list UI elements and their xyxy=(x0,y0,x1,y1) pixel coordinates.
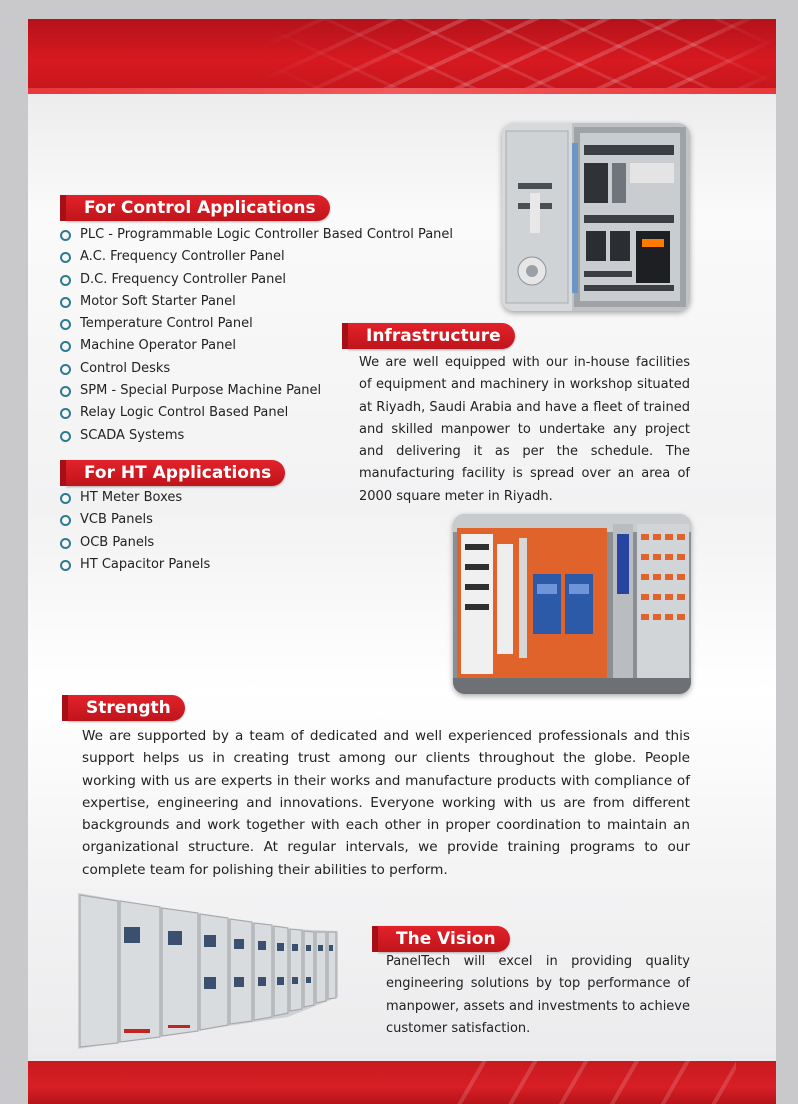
list-item-label: VCB Panels xyxy=(80,512,153,528)
ht-applications-list xyxy=(60,487,210,576)
control-panel-photo xyxy=(502,123,690,311)
list-item-label: Relay Logic Control Based Panel xyxy=(80,405,289,421)
list-item-label: PLC - Programmable Logic Controller Based Control Panel xyxy=(80,227,454,242)
list-item-label: SCADA Systems xyxy=(80,427,185,443)
circle-bullet-icon xyxy=(60,341,71,352)
circle-bullet-icon xyxy=(60,364,71,375)
list-item-label: SPM - Special Purpose Machine Panel xyxy=(80,383,322,399)
circle-bullet-icon xyxy=(60,408,71,419)
infrastructure-text: We are well equipped with our in-house facilities of equipment and machinery in workshop situated at Riyadh, Saudi Arabia and have a fleet of trained and skilled manpower to undertake any project and delivering it as per the schedule. The manufacturing facility is spread over an area of 2000 square meter in Riyadh. xyxy=(359,355,690,504)
list-item xyxy=(60,532,210,554)
ht-applications-heading: For HT Applications xyxy=(66,460,285,486)
banner-line-pattern xyxy=(256,19,776,94)
circle-bullet-icon xyxy=(60,319,71,330)
list-item-label: Temperature Control Panel xyxy=(80,316,253,332)
list-item xyxy=(60,291,453,313)
list-item-label: A.C. Frequency Controller Panel xyxy=(80,249,285,265)
strength-text: We are supported by a team of dedicated and well experienced professionals and this support helps us in creating trust among our clients throughout the globe. People working with us are experts in their works and manufacture products with compliance of expertise, engineering and innovations. Everyone working with us are from different backgrounds and work together with each other in proper coordination to maintain an organizational structure. At regular intervals, we provide training programs to our complete team for polishing their abilities to perform. xyxy=(82,728,690,878)
list-item-label: D.C. Frequency Controller Panel xyxy=(80,271,286,287)
switchgear-cabinets-photo xyxy=(78,879,338,1049)
list-item-label: OCB Panels xyxy=(80,534,155,550)
circle-bullet-icon xyxy=(60,386,71,397)
list-item xyxy=(60,246,453,268)
list-item xyxy=(60,224,453,246)
list-item xyxy=(60,269,453,291)
bottom-red-banner xyxy=(28,1061,776,1104)
list-item-label: Machine Operator Panel xyxy=(80,338,236,354)
banner-line-pattern xyxy=(436,1061,736,1104)
list-item-label: HT Meter Boxes xyxy=(80,490,183,505)
vision-heading: The Vision xyxy=(378,926,510,952)
brochure-page xyxy=(28,19,776,1104)
list-item xyxy=(60,487,210,509)
circle-bullet-icon xyxy=(60,515,71,526)
circle-bullet-icon xyxy=(60,297,71,308)
vision-text: PanelTech will excel in providing quality engineering solutions by top performance of manpower, assets and investments to achieve customer satisfaction. xyxy=(386,954,690,1036)
circle-bullet-icon xyxy=(60,431,71,442)
circle-bullet-icon xyxy=(60,493,71,504)
top-red-banner xyxy=(28,19,776,94)
infrastructure-heading: Infrastructure xyxy=(348,323,515,349)
list-item xyxy=(60,554,210,576)
list-item xyxy=(60,509,210,531)
list-item-label: Control Desks xyxy=(80,360,171,376)
banner-stripe xyxy=(28,88,776,94)
circle-bullet-icon xyxy=(60,538,71,549)
circle-bullet-icon xyxy=(60,252,71,263)
strength-heading: Strength xyxy=(68,695,185,721)
workshop-panels-photo xyxy=(453,514,691,694)
list-item-label: Motor Soft Starter Panel xyxy=(80,293,236,309)
circle-bullet-icon xyxy=(60,560,71,571)
circle-bullet-icon xyxy=(60,230,71,241)
control-applications-heading: For Control Applications xyxy=(66,195,330,221)
list-item-label: HT Capacitor Panels xyxy=(80,556,211,572)
circle-bullet-icon xyxy=(60,275,71,286)
